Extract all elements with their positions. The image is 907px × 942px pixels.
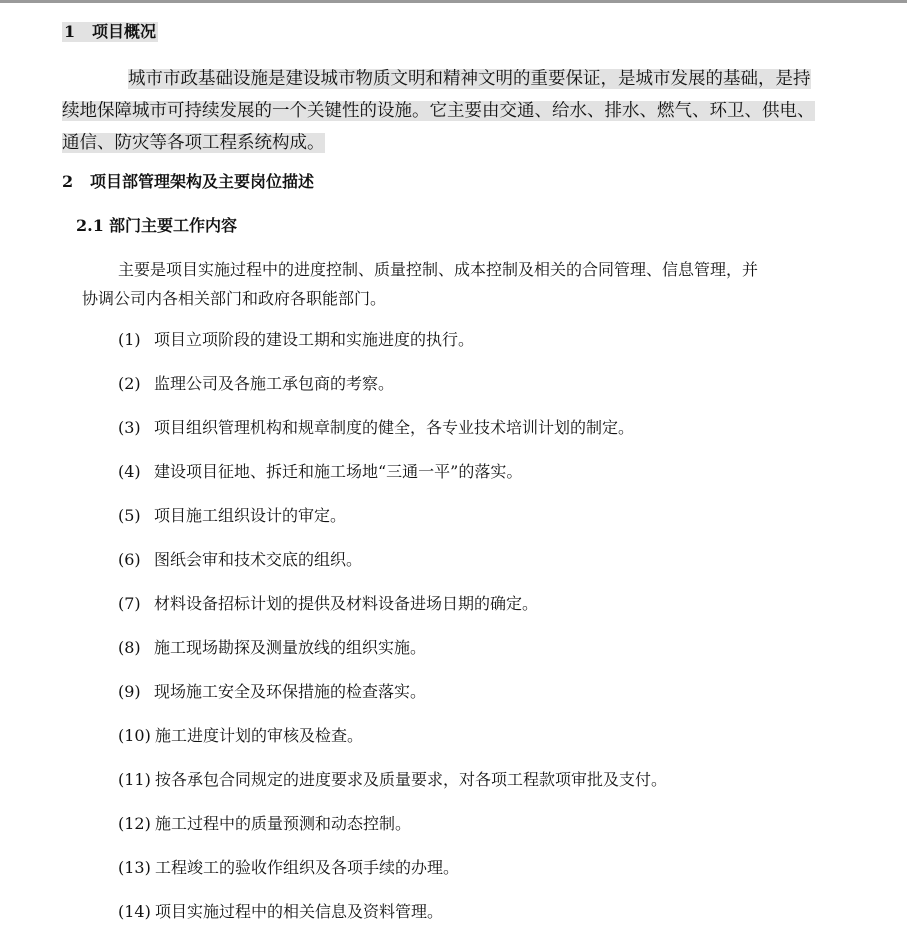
section-title: 项目部管理架构及主要岗位描述 xyxy=(90,172,315,191)
list-marker: (4) xyxy=(118,462,141,481)
list-item-text: 施工进度计划的审核及检查。 xyxy=(155,726,364,745)
list-item-text: 施工过程中的质量预测和动态控制。 xyxy=(155,814,412,833)
list-item xyxy=(118,414,858,458)
list-item-text: 图纸会审和技术交底的组织。 xyxy=(154,550,363,569)
section-heading-1 xyxy=(62,22,158,42)
paragraph-line: 续地保障城市可持续发展的一个关键性的设施。它主要由交通、给水、排水、燃气、环卫、供电、 xyxy=(62,101,815,121)
list-item xyxy=(118,590,858,634)
list-item xyxy=(118,898,858,942)
list-item-text: 项目组织管理机构和规章制度的健全，各专业技术培训计划的制定。 xyxy=(154,418,635,437)
list-marker: (14) xyxy=(118,902,151,921)
work-content-paragraph xyxy=(82,255,846,313)
list-marker: (1) xyxy=(118,330,141,349)
paragraph-line: 城市市政基础设施是建设城市物质文明和精神文明的重要保证，是城市发展的基础，是持 xyxy=(128,69,811,89)
list-item xyxy=(118,722,858,766)
list-item xyxy=(118,766,858,810)
list-item-text: 项目实施过程中的相关信息及资料管理。 xyxy=(155,902,444,921)
subsection-title: 部门主要工作内容 xyxy=(109,216,238,235)
list-item-text: 建设项目征地、拆迁和施工场地“三通一平”的落实。 xyxy=(154,462,523,481)
list-marker: (5) xyxy=(118,506,141,525)
list-item xyxy=(118,810,858,854)
overview-paragraph xyxy=(62,63,844,159)
list-item-text: 现场施工安全及环保措施的检查落实。 xyxy=(154,682,427,701)
paragraph-line: 主要是项目实施过程中的进度控制、质量控制、成本控制及相关的合同管理、信息管理，并 xyxy=(118,260,759,279)
list-item-text: 施工现场勘探及测量放线的组织实施。 xyxy=(154,638,427,657)
list-marker: (11) xyxy=(118,770,151,789)
list-item xyxy=(118,502,858,546)
list-marker: (7) xyxy=(118,594,141,613)
list-marker: (9) xyxy=(118,682,141,701)
list-item-text: 工程竣工的验收作组织及各项手续的办理。 xyxy=(155,858,460,877)
section-number: 1 xyxy=(64,22,76,41)
work-items-list xyxy=(118,326,858,942)
list-item-text: 按各承包合同规定的进度要求及质量要求，对各项工程款项审批及支付。 xyxy=(155,770,668,789)
list-marker: (10) xyxy=(118,726,151,745)
list-item xyxy=(118,546,858,590)
section-number: 2 xyxy=(62,172,74,191)
list-item xyxy=(118,854,858,898)
list-item-text: 监理公司及各施工承包商的考察。 xyxy=(154,374,395,393)
list-marker: (3) xyxy=(118,418,141,437)
section-heading-2 xyxy=(62,172,314,192)
list-item-text: 材料设备招标计划的提供及材料设备进场日期的确定。 xyxy=(154,594,539,613)
subsection-number: 2.1 xyxy=(76,216,104,235)
subsection-heading-2-1 xyxy=(76,216,237,236)
list-marker: (6) xyxy=(118,550,141,569)
paragraph-line: 协调公司内各相关部门和政府各职能部门。 xyxy=(82,289,387,308)
list-item xyxy=(118,458,858,502)
list-item xyxy=(118,326,858,370)
list-marker: (13) xyxy=(118,858,151,877)
list-marker: (2) xyxy=(118,374,141,393)
list-item-text: 项目立项阶段的建设工期和实施进度的执行。 xyxy=(154,330,475,349)
list-item xyxy=(118,678,858,722)
list-marker: (12) xyxy=(118,814,151,833)
paragraph-line: 通信、防灾等各项工程系统构成。 xyxy=(62,133,325,153)
list-item xyxy=(118,634,858,678)
section-title: 项目概况 xyxy=(92,22,157,41)
list-item xyxy=(118,370,858,414)
list-marker: (8) xyxy=(118,638,141,657)
list-item-text: 项目施工组织设计的审定。 xyxy=(154,506,347,525)
